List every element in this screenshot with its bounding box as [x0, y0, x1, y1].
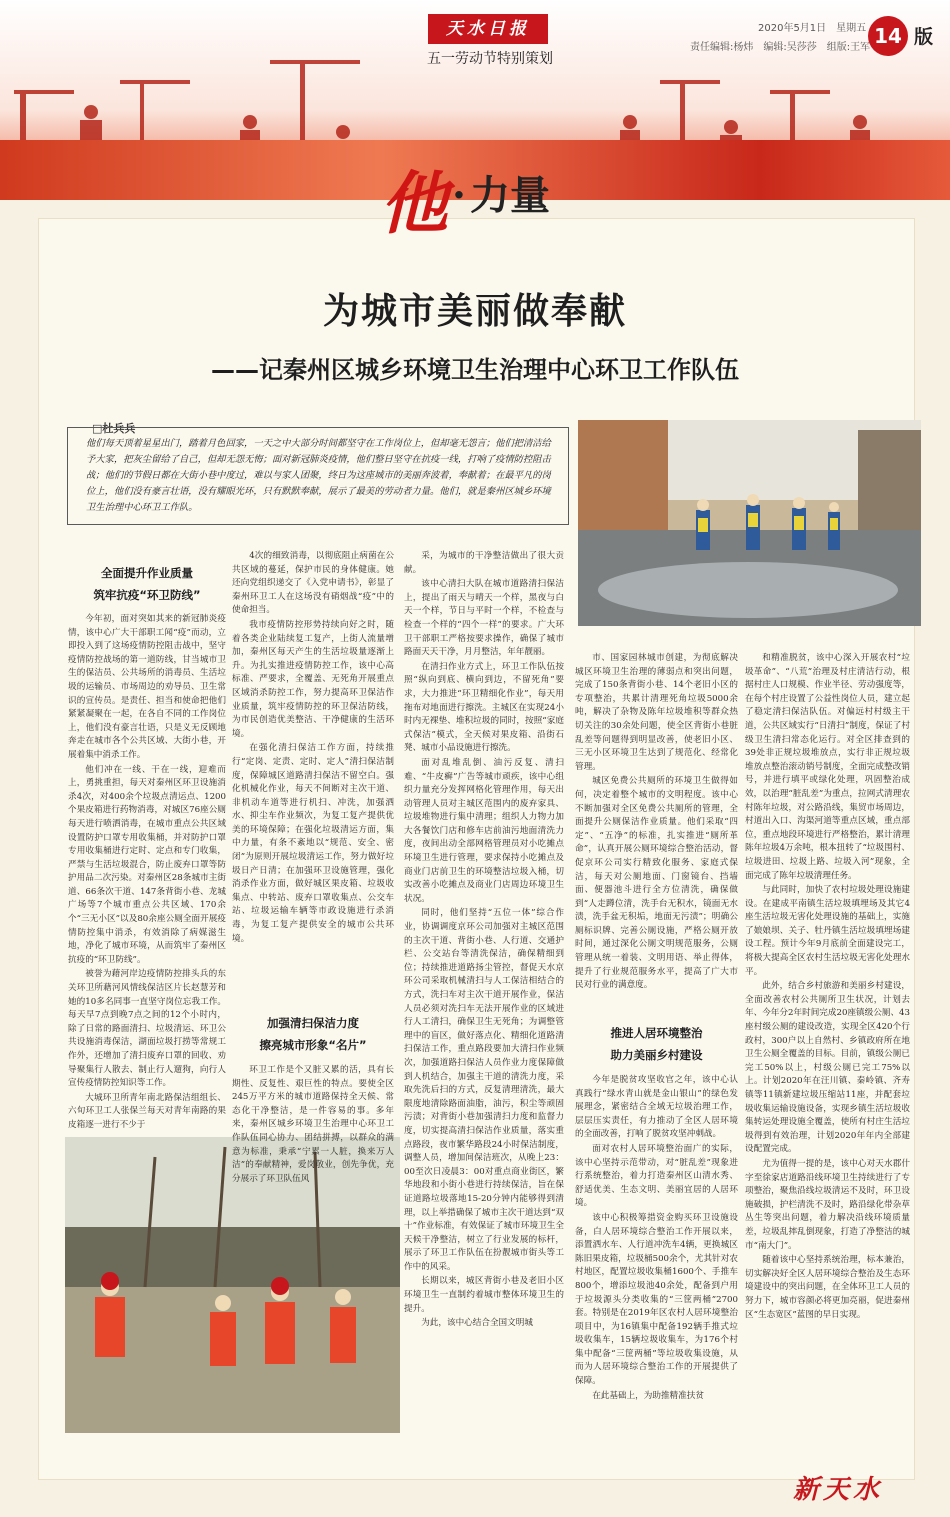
paragraph: 随着该中心坚持系统治理，标本兼治，切实解决好全区人居环境综合整治及生态环境建设中的突出问题，在全体环卫工人员的努力下，城市容颜必将更加亮丽，促进秦州区“生态宽区”蓝图的早日实现。 [745, 1255, 910, 1320]
section-heading-word: 力量 [469, 173, 550, 219]
paragraph: 为此，该中心结合全国文明城 [421, 1318, 533, 1329]
paragraph: 此外，结合乡村旅游和美丽乡村建设，全面改善农村公共厕所卫生状况，计划去年、今年分2年时间完成20座镇级公厕、43座村级公厕的建设改造，实现全区420个行政村，300户以上自然村、乡镇政府所在地卫生公厕全覆盖的目标。目前，镇级公厕已完工50%以上，村级公厕已完工75%以上。计划2020年在汪川镇、秦岭镇、齐寿镇等11镇新建垃圾压缩站11座，并配套垃圾收集运输设施设备，实现乡镇生活垃圾收集转运处理设施全覆盖，使所有村庄生活垃圾得到有效治理，计划2020年年内全部建设配置完成。 [745, 981, 910, 1155]
section2-heading-line2: 擦亮城市形象“名片” [259, 1038, 367, 1052]
section3-heading-line1: 推进人居环境整治 [610, 1026, 703, 1040]
masthead-logo: 天水日报 [428, 14, 548, 44]
author-byline: □杜兵兵 [92, 422, 136, 435]
article-column-4-continued [575, 1074, 738, 1470]
publication-date: 2020年5月1日 星期五 [758, 23, 867, 34]
paragraph: 同时，他们坚持“五位一体”综合作业，协调调度京环公司加强对主城区范围的主次干道、背街小巷、人行道、交通护栏、公交站台等清洗保洁，确保精细到位；持续推进道路扬尘管控，督促天水京环公司采取机械清扫与人工保洁相结合的方式，洗扫车对主次干道开展作业，保洁人员必须对洗扫车无法开展作业的区域进行人工清扫，确保卫生无死角；为调整管理中的盲区，做好落点化、精细化道路清扫保洁工作，重点路段要加大清扫作业频次，加强道路扫保洁人员作业力度保障做到人机结合，加强主干道的清洗力度，采取先洗后扫的方式，反复清理清洗，最大限度地清除路面油脂，油污，积尘等顽固污渍；对背街小巷加强清扫力度和监督力度，切实提高清扫保洁作业质量，落实重点路段，夜市繁华路段24小时保洁制度，调整人员，增加间保洁班次，从晚上23：00至次日凌晨3：00对重点商业街区，繁华地段和小街小巷进行持续保洁，旨在保证道路垃圾落地15-20分钟内能够得到清理，以上举措确保了城市主次干道达到“双十”作业标准，有效保证了城市环境卫生全天候干净整洁，树立了行业发展的标杆，展示了环卫工作队伍在扮靓城市街头等工作中的风采。 [404, 908, 564, 1272]
paragraph: 与此同时，加快了农村垃圾处理设施建设。在建成平南镇生活垃圾填埋场及其它4座生活垃圾无害化处理设施的基础上，实施了娘娘坝、关子、牡丹镇生活垃圾填埋场建设工程。预计今年9月底前全面建设完工，将极大提高全区农村生活垃圾无害化处理水平。 [745, 885, 910, 977]
sanitation-workers-photo [578, 420, 921, 626]
article-column-2 [232, 550, 394, 1008]
paragraph: 采，为城市的干净整洁做出了很大贡献。 [404, 551, 564, 575]
bottom-brand-text: 新天水 [792, 1475, 883, 1505]
editors-credit: 责任编辑:杨炜 编辑:吴莎莎 组版:王军 [690, 42, 871, 53]
section-heading-char: 他 [380, 164, 449, 244]
bottom-brand-logo [748, 1468, 928, 1512]
paragraph: 长期以来，城区背街小巷及老旧小区环境卫生一直制约着城市整体环境卫生的提升。 [404, 1276, 564, 1314]
paragraph: 该中心清扫大队在城市道路清扫保洁上，提出了雨天与晴天一个样，黑夜与白天一个样，节日与平时一个样，不检查与检查一个样的“四个一样”的要求。广大环卫干部职工严格按要求操作，确保了城市路面天天干净，月月整洁，年年靓丽。 [404, 579, 564, 658]
paragraph: 他们冲在一线、干在一线，迎难而上，勇挑重担，每天对秦州区环卫设施消杀4次，对400余个垃圾点清运点、1200个果皮箱进行药物消毒，对城区76座公厕每天进行喷洒消毒，在城市重点公共区域设置防护口罩专用收集桶，并对防护口罩专用收集桶进行定时、定点和专门收集，严禁与生活垃圾混合，防止废弃口罩等防护用品二次污染。对秦州区28条城市主街道、66条次干道、147条背街小巷、龙城广场等7个城市重点公共区域、170余个“三无小区”以及80余座公厕全面开展疫情防控集中消杀，有效消除了病媒滋生地，净化了城市环境，从而筑牢了秦州区抗疫的“环卫防线”。 [68, 764, 226, 965]
section3-heading [575, 1022, 738, 1066]
page-suffix: 版 [914, 26, 934, 48]
section3-heading-line2: 助力美丽乡村建设 [610, 1048, 703, 1062]
article-column-2-continued [232, 1064, 394, 1184]
section1-heading [68, 562, 226, 606]
paragraph: 在清扫作业方式上，环卫工作队伍按照“纵向到底、横向到边，不留死角”要求，大力推进“环卫精细化作业”，每天用拖布对地面进行擦洗。主城区在实现24小时内无裸垫、堆积垃圾的同时，按照“家庭式保洁”模式，全天候对果皮箱、沿街石凳、城市小品设施进行擦洗。 [404, 661, 564, 754]
section2-heading-line1: 加强清扫保洁力度 [267, 1016, 359, 1030]
article-column-5 [745, 652, 910, 1464]
section1-heading-line1: 全面提升作业质量 [101, 566, 193, 580]
paragraph: 大城环卫所青年南北路保洁组组长、六旬环卫工人张保兰每天对青年南路的果皮箱逐一进行不少于 [68, 1092, 226, 1130]
paragraph: 和精准脱贫，该中心深入开展农村“垃圾革命”、“八荒”治理及村庄清洁行动，根据村庄人口规模、作业半径、劳动强度等，在每个村庄设置了公益性岗位人员，建立起了稳定清扫保洁队伍。对偏远村村级主干道，公共区域实行“日清扫”制度，保证了村级卫生清扫常态化运行。对全区排查到的39处非正规垃圾堆放点，实行非正规垃圾堆放点整治滚动销号制度，全面完成整改销号，并进行填平或绿化处理，巩固整治成效，以治理“脏乱差”为重点，拉网式清理农村陈年垃圾，对公路沿线，集贸市场周边，村道出入口、沟渠河道等重点区域，重点部位，重点地段环境进行严格整治，累计清理陈年垃圾4万余吨，根本扭转了“垃圾围村、垃圾进田、垃圾上路、垃圾入河”现象，全面完成了陈年垃圾清理任务。 [745, 653, 910, 881]
article-intro-box: 他们每天顶着星星出门，踏着月色回家，一天之中大部分时间都坚守在工作岗位上，但却毫无怨言；他们把清洁给予大家，把灰尘留给了自己，但却无怨无悔；面对新冠肺炎疫情，他们整日坚守在抗疫一线，打响了疫情防控阻击战；他们的节假日都在大街小巷中度过，难以与家人团聚，终日为这座城市的美丽奔波着，奉献着；在最平凡的岗位上，他们没有豪言壮语，没有耀眼光环，只有默默奉献，展示了最美的劳动者力量。他们，就是秦州区城乡环境卫生治理中心环卫工作队。 [67, 427, 569, 525]
paragraph: 我市疫情防控形势持续向好之时，随着各类企业陆续复工复产，上街人流量增加，秦州区每天产生的生活垃圾量逐渐上升。为扎实推进疫情防控工作，该中心高标准、严要求，全覆盖、无死角开展重点区域消杀防控工作，努力提高环卫保洁作业质量，筑牢疫情防控的环卫保洁防线，为市民创造优美整洁、干净健康的生活环境。 [232, 619, 394, 739]
paragraph: 尤为值得一提的是，该中心对天水郡什字至徐家店道路沿线环境卫生持续进行了专项整治，聚焦沿线垃圾清运不及时，环卫设施破损，护栏清洗不及时，路沿绿化带杂草丛生等突出问题，着力解决沿线环境质量差，垃圾乱摔乱倒现象，打造了净整洁的城市“南大门”。 [745, 1158, 910, 1251]
section-heading-dot: · [452, 172, 466, 219]
article-title: 为城市美丽做奉献 [322, 291, 627, 332]
article-column-4 [575, 652, 738, 1014]
paragraph: 今年是脱贫攻坚收官之年，该中心认真践行“绿水青山就是金山银山”的绿色发展理念，紧密结合全域无垃圾治理工作，层层压实责任，有力推动了全区人居环境的全面改善，打响了脱贫攻坚冲刺战。 [575, 1075, 738, 1140]
paragraph: 今年初，面对突如其来的新冠肺炎疫情，该中心广大干部职工闻“疫”而动，立即投入到了这场疫情防控阻击战中，坚守疫情防控战场的第一道防线，甘当城市卫生的保洁员、公共场所的消毒员、生活垃圾的运输员、市场周边的劝导员、卫生常识的宣传员。是责任、担当和使命把他们紧紧凝聚在一起，在各自不同的工作岗位上，他们没有豪言壮语，只是义无反顾地奔走在城市各个公共区域、大街小巷，开展着集中消杀工作。 [68, 614, 226, 760]
paragraph: 在此基础上，为助推精准扶贫 [592, 1390, 704, 1401]
paragraph: 在强化清扫保洁工作方面，持续推行“定岗、定责、定时、定人”清扫保洁制度，保障城区道路清扫保洁不留空白。强化机械化作业，每天不间断对主次干道、非机动车道等进行机扫、冲洗，加强洒水、抑尘车作业频次，为复工复产提供优美的环境保障；在强化垃圾清运方面，集中力量，有条不紊地以“规范、安全、密闭”为原则开展垃圾清运工作，努力做好垃圾日产日清；在加强环卫设施管理，强化消杀作业方面，做好城区果皮箱、垃圾收集点、中转站、废弃口罩收集点、公交车站、垃圾运输车辆等市政设施进行杀消毒，为复工复产提供安全的城市公共环境。 [232, 743, 394, 944]
article-column-1 [68, 613, 226, 1128]
page-number-badge: 14 [868, 16, 908, 56]
section1-heading-line2: 筑牢抗疫“环卫防线” [93, 588, 201, 602]
paragraph: 环卫工作是个又脏又累的活，具有长期性、反复性、艰巨性的特点。要使全区245万平方米的城市道路保持全天候、常态化干净整洁，是一件容易的事。多年来，秦州区城乡环境卫生治理中心环卫工作队伍同心协力、团结拼搏，以群众的满意为标准，秉承“宁累一人脏，换来万人洁”的奉献精神，爱岗敬业，创先争优，充分展示了环卫队伍风 [232, 1065, 394, 1184]
section-heading [380, 150, 550, 247]
paragraph: 面对乱堆乱倒、油污反复、清扫难、“牛皮癣”广告等城市顽疾，该中心组织力量充分发挥网格化管理作用，每天出动管理人员对主城区范围内的废弃家具、垃圾堆物进行集中清理；组织人力物力加大各餐饮门店和修车店前油污地面清洗力度，夜间出动全部网格管理员对小吃摊点环境卫生进行管理，要求保持小吃摊点及商业门店前卫生的环境整洁垃圾入桶，切实改善小吃摊点及商业门店周边环境卫生状况。 [404, 757, 564, 904]
section2-heading [232, 1012, 394, 1056]
article-subtitle: ——记秦州区城乡环境卫生治理中心环卫工作队伍 [211, 356, 739, 384]
paragraph: 被誉为藉河岸边疫情防控排头兵的东关环卫所藉河风情线保洁区片长赵慧芳和她的10多名同事一直坚守岗位忘我工作。每天早7点到晚7点之间的12个小时内，除了日常的路面清扫、垃圾清运、环卫公共设施消毒保洁，湖面垃圾打捞等常规工作外，还增加了清扫废弃口罩的回收、劝导聚集行人散去、制止行人遛狗，向行人宣传疫情防控知识等工作。 [68, 969, 226, 1089]
article-column-3 [404, 550, 564, 1470]
paragraph: 该中心积极筹措资金购买环卫设施设备，白人居环境综合整治工作开展以来，添置洒水车、人行道冲洗车4辆，更换城区陈旧果皮箱，垃圾桶500余个，尤其针对农村地区，配置垃圾收集桶1600个、手推车800个，增添垃圾池40余处，配备到户用于垃圾源头分类收集的“三筐两桶”2700套。特别是在2019年区农村人居环境整治项目中，为16镇集中配备192辆手推式垃圾收集车，15辆垃圾收集车，为176个村集中配备“三筐两桶”等垃圾收集设施，从而为人居环境综合整治工作的开展提供了保障。 [575, 1212, 738, 1387]
paragraph: 城区免费公共厕所的环境卫生做得如何，决定着整个城市的文明程度。该中心不断加强对全区免费公共厕所的管理，全面提升公厕保洁作业质量。他们采取“四定”、“五净”的标准，扎实推进“厕所革命”，认真开展公厕环境综合整治活动，督促京环公司实行精致化服务、家庭式保洁，每天对公厕地面、门窗镜台、挡墙面、便器池斗进行全方位清洗，确保做到“人走蹲位清，洗手台无积水，镜面无水渍，洗手盆无积垢，地面无污渍”；明确公厕标识牌、完善公厕设施，严格公厕开放时间，通过深化公厕文明规范服务，公厕管理从统一着装、文明用语、举止得体，提升了行业规范服务水平，提高了广大市民对行业的满意度。 [575, 776, 738, 991]
paragraph: 市、国家园林城市创建，为彻底解决城区环境卫生治理的薄弱点和突出问题，完成了150条背街小巷、14个老旧小区的专项整治，共累计清理死角垃圾5000余吨，解决了杂物及陈年垃圾堆积等群众热切关注的30余处问题，使全区背街小巷脏乱差等问题得到明显改善，使老旧小区、三无小区环境卫生达到了规范化、经常化管理。 [575, 653, 738, 772]
paragraph: 4次的细致消毒，以彻底阻止病菌在公共区域的蔓延，保护市民的身体健康。她还向党组织递交了《入党申请书》，彰显了秦州环卫工人在这场没有硝烟战“疫”中的使命担当。 [232, 551, 394, 616]
special-feature-label: 五一劳动节特别策划 [427, 51, 553, 67]
paragraph: 面对农村人居环境整治面广的实际，该中心坚持示范带动，对“脏乱差”现象进行系统整治，着力打造秦州区山清水秀、舒适优美、生态文明、美丽宜居的人居环境。 [575, 1143, 738, 1209]
